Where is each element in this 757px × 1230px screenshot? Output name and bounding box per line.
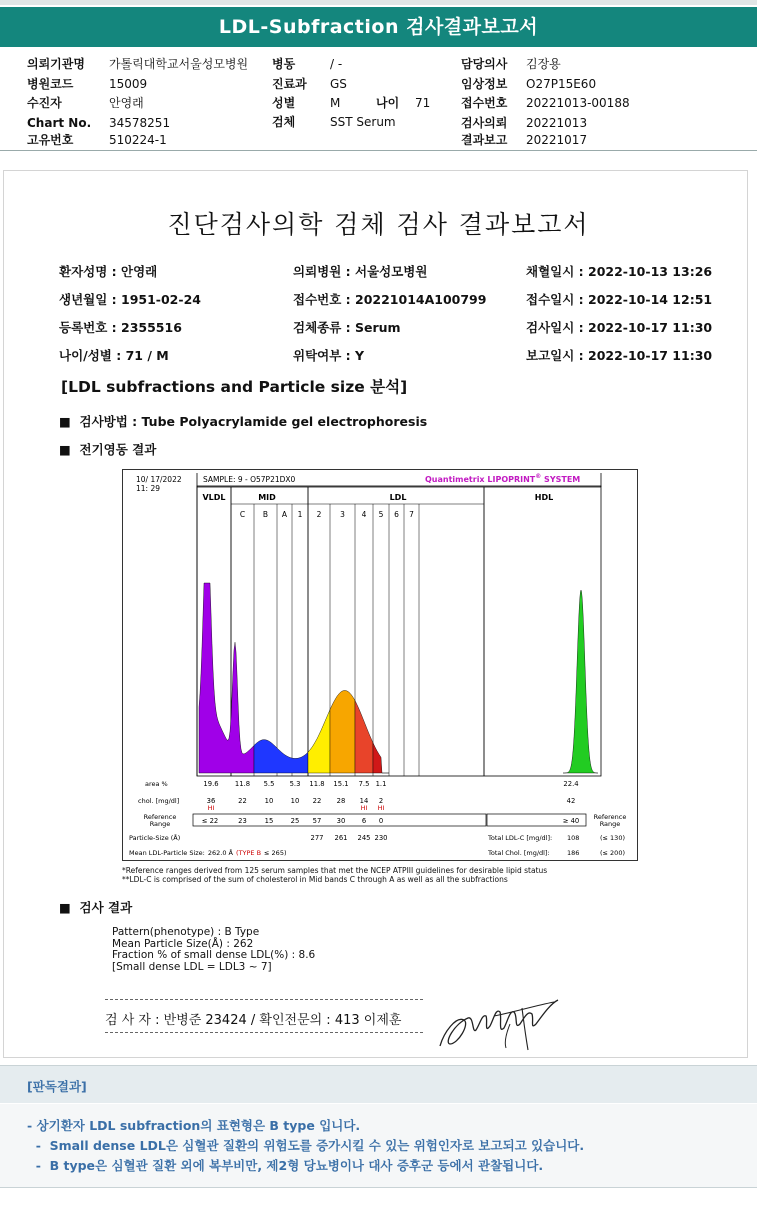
note-ldl-c: **LDL-C is comprised of the sum of cholesterol in Mid bands C through A as well as all the subfractions <box>122 875 508 884</box>
ref-range-hdl: ≥ 40 <box>562 817 580 825</box>
patient-birthdate: 생년월일 : 1951-02-24 <box>59 292 201 307</box>
value-specimen: SST Serum <box>330 115 396 129</box>
particle-size-4: 230 <box>374 834 388 842</box>
chart-date: 10/ 17/2022 <box>136 475 182 484</box>
results-block <box>112 927 315 973</box>
interpretation-line-1: - 상기환자 LDL subfraction의 표현형은 B type 입니다. <box>27 1118 361 1133</box>
method-line: ■ 검사방법 : Tube Polyacrylamide gel electrophoresis <box>59 414 428 429</box>
ref-range-a: 25 <box>290 817 300 825</box>
label-clinical-info: 임상정보 <box>461 77 508 91</box>
row-label-particle: Particle-Size (Å) <box>129 834 181 842</box>
ref-range-c: 23 <box>238 817 247 825</box>
particle-size-3: 245 <box>357 834 371 842</box>
label-physician: 담당의사 <box>461 57 508 71</box>
requesting-hospital: 의뢰병원 : 서울성모병원 <box>293 264 428 279</box>
mean-value: 262.0 Å <box>207 849 233 857</box>
electrophoresis-heading: ■ 전기영동 결과 <box>59 442 157 457</box>
vldl-band <box>199 583 254 773</box>
band-label-a: A <box>281 510 288 519</box>
method-text: 검사방법 : Tube Polyacrylamide gel electrophoresis <box>79 414 428 429</box>
results-title: 검사 결과 <box>79 900 133 915</box>
particle-size-2: 261 <box>334 834 348 842</box>
value-test-request: 20221013 <box>526 116 588 130</box>
value-chart-no: 34578251 <box>109 116 171 130</box>
report-datetime: 보고일시 : 2022-10-17 11:30 <box>526 348 713 363</box>
row-label-ref-1: Reference <box>143 813 177 821</box>
value-department: GS <box>330 77 347 91</box>
band-labels <box>240 510 414 519</box>
chart-sample: SAMPLE: 9 - O57P21DX0 <box>203 475 296 484</box>
value-age: 71 <box>415 96 431 110</box>
area-pct-3: 7.5 <box>358 780 370 788</box>
row-label-area: area % <box>145 780 168 788</box>
mean-label: Mean LDL-Particle Size: <box>129 849 205 857</box>
right-label-ref-1: Reference <box>593 813 627 821</box>
ref-range-4: 0 <box>378 817 384 825</box>
handwritten-signature <box>434 994 564 1054</box>
hdl-band <box>563 590 598 773</box>
mean-particle-line <box>129 848 287 857</box>
lipoprint-chart <box>122 469 638 861</box>
band-label-1: 1 <box>297 510 303 519</box>
label-ward: 병동 <box>272 57 296 71</box>
total-chol-value: 186 <box>567 849 580 857</box>
interpretation-line-2: - Small dense LDL은 심혈관 질환의 위험도를 증가시킬 수 있는 위험인자로 보고되고 있습니다. <box>27 1138 585 1153</box>
band-label-4: 4 <box>361 510 367 519</box>
ref-range-vldl: ≤ 22 <box>201 817 219 825</box>
chart-svg <box>123 470 637 860</box>
hi-flag-vldl: HI <box>207 804 215 812</box>
chart-notes <box>122 866 547 884</box>
result-pattern: Pattern(phenotype) : B Type <box>112 926 260 938</box>
specimen-type: 검체종류 : Serum <box>293 320 401 335</box>
value-result-report: 20221017 <box>526 133 588 147</box>
signature-text: 검 사 자 : 반병준 23424 / 확인전문의 : 413 이제훈 <box>105 1013 402 1028</box>
area-pct-a: 5.3 <box>289 780 301 788</box>
band-label-5: 5 <box>378 510 384 519</box>
electrophoresis-title: 전기영동 결과 <box>79 442 157 457</box>
chol-1: 22 <box>312 797 322 805</box>
result-mean-size: Mean Particle Size(Å) : 262 <box>112 937 254 950</box>
group-label-hdl: HDL <box>534 493 554 502</box>
value-unique-id: 510224-1 <box>109 133 167 147</box>
value-requesting-institution: 가톨릭대학교서울성모병원 <box>109 57 249 71</box>
value-sex: M <box>330 96 341 110</box>
system-registered-mark: ® <box>535 473 542 480</box>
area-pct-hdl: 22.4 <box>563 780 579 788</box>
data-table <box>129 780 626 857</box>
ref-range-2: 30 <box>336 817 346 825</box>
label-chart-no: Chart No. <box>27 116 92 130</box>
mid-band <box>254 740 308 773</box>
plot-area <box>199 487 598 776</box>
chol-b: 10 <box>264 797 274 805</box>
ldl1-band <box>308 710 330 773</box>
label-receipt-no: 접수번호 <box>461 96 508 110</box>
value-physician: 김장용 <box>526 57 561 71</box>
label-patient: 수진자 <box>27 96 62 110</box>
right-label-ref-2: Range <box>599 820 621 828</box>
value-clinical-info: O27P15E60 <box>526 77 597 91</box>
total-ldl-label: Total LDL-C [mg/dl]: <box>488 834 553 842</box>
band-label-3: 3 <box>340 510 345 519</box>
consignment-status: 위탁여부 : Y <box>293 348 365 363</box>
label-result-report: 결과보고 <box>461 133 508 147</box>
group-labels <box>202 493 553 502</box>
report-title: 진단검사의학 검체 검사 결과보고서 <box>167 210 590 239</box>
ref-range-1: 57 <box>312 817 322 825</box>
page-title: LDL-Subfraction 검사결과보고서 <box>0 7 757 47</box>
result-definition: [Small dense LDL = LDL3 ~ 7] <box>112 960 272 973</box>
chart-system-name <box>425 473 580 484</box>
band-label-c: C <box>239 510 246 519</box>
value-ward: / - <box>330 57 343 71</box>
area-pct-vldl: 19.6 <box>203 780 219 788</box>
collection-datetime: 채혈일시 : 2022-10-13 13:26 <box>526 264 713 279</box>
note-reference: *Reference ranges derived from 125 serum samples that met the NCEP ATPIII guidelines for desirable lipid status <box>122 866 548 875</box>
top-rule <box>0 0 757 5</box>
label-unique-id: 고유번호 <box>27 133 74 147</box>
total-ldl-ref: (≤ 130) <box>600 834 625 842</box>
signature-rule-bottom <box>105 1032 423 1033</box>
hi-flag-3: HI <box>360 804 368 812</box>
band-label-6: 6 <box>394 510 399 519</box>
total-chol-ref: (≤ 200) <box>600 849 625 857</box>
interpretation-line-3: - B type은 심혈관 질환 외에 복부비만, 제2형 당뇨병이나 대사 증후군 등에서 관찰됩니다. <box>27 1158 544 1173</box>
value-patient: 안영래 <box>109 96 144 110</box>
label-requesting-institution: 의뢰기관명 <box>27 57 85 71</box>
header-divider <box>0 150 757 151</box>
interpretation-body <box>0 1104 757 1188</box>
label-sex: 성별 <box>272 96 296 110</box>
receipt-datetime: 접수일시 : 2022-10-14 12:51 <box>526 292 713 307</box>
band-label-b: B <box>262 510 269 519</box>
interpretation-header <box>0 1065 757 1103</box>
chol-4: 2 <box>378 797 384 805</box>
label-test-request: 검사의뢰 <box>461 116 508 130</box>
label-hospital-code: 병원코드 <box>27 77 74 91</box>
group-label-ldl: LDL <box>389 493 407 502</box>
area-pct-b: 5.5 <box>263 780 275 788</box>
total-ldl-value: 108 <box>567 834 580 842</box>
chol-hdl: 42 <box>566 797 576 805</box>
patient-name: 환자성명 : 안영래 <box>59 264 158 279</box>
total-chol-label: Total Chol. [mg/dl]: <box>488 849 550 857</box>
area-pct-1: 11.8 <box>309 780 325 788</box>
label-department: 진료과 <box>272 77 307 91</box>
label-specimen: 검체 <box>272 115 296 129</box>
result-fraction: Fraction % of small dense LDL(%) : 8.6 <box>112 949 316 961</box>
chol-3: 14 <box>359 797 369 805</box>
system-suffix: SYSTEM <box>541 475 581 484</box>
area-pct-4: 1.1 <box>375 780 387 788</box>
label-age: 나이 <box>376 96 400 110</box>
band-label-7: 7 <box>409 510 414 519</box>
value-receipt-no: 20221013-00188 <box>526 96 630 110</box>
ref-range-3: 6 <box>361 817 367 825</box>
test-datetime: 검사일시 : 2022-10-17 11:30 <box>526 320 713 335</box>
section-title: [LDL subfractions and Particle size 분석] <box>61 378 408 396</box>
signature-rule-top <box>105 999 423 1000</box>
band-label-2: 2 <box>316 510 322 519</box>
chol-2: 28 <box>336 797 346 805</box>
hi-flag-4: HI <box>377 804 385 812</box>
value-hospital-code: 15009 <box>109 77 148 91</box>
group-label-vldl: VLDL <box>202 493 226 502</box>
chol-c: 22 <box>238 797 247 805</box>
chol-vldl: 36 <box>206 797 216 805</box>
ldl3-band <box>355 701 373 773</box>
patient-reg-no: 등록번호 : 2355516 <box>59 320 182 335</box>
ldl4-band <box>373 743 389 773</box>
chol-a: 10 <box>290 797 300 805</box>
system-name: Quantimetrix LIPOPRINT <box>425 475 536 484</box>
row-label-chol: chol. [mg/dl] <box>138 797 180 805</box>
patient-age-sex: 나이/성별 : 71 / M <box>59 348 169 363</box>
mean-ref: ≤ 265) <box>264 849 287 857</box>
group-label-mid: MID <box>258 493 276 502</box>
mean-type: (TYPE B <box>236 849 262 857</box>
results-heading: ■ 검사 결과 <box>59 900 133 915</box>
chart-time: 11: 29 <box>136 484 160 493</box>
ref-range-b: 15 <box>264 817 274 825</box>
area-pct-2: 15.1 <box>333 780 349 788</box>
particle-size-1: 277 <box>310 834 324 842</box>
interpretation-title: [판독결과] <box>27 1079 87 1094</box>
row-label-ref-2: Range <box>149 820 171 828</box>
receipt-number: 접수번호 : 20221014A100799 <box>293 292 487 307</box>
ldl2-band <box>330 691 355 774</box>
area-pct-c: 11.8 <box>234 780 251 788</box>
